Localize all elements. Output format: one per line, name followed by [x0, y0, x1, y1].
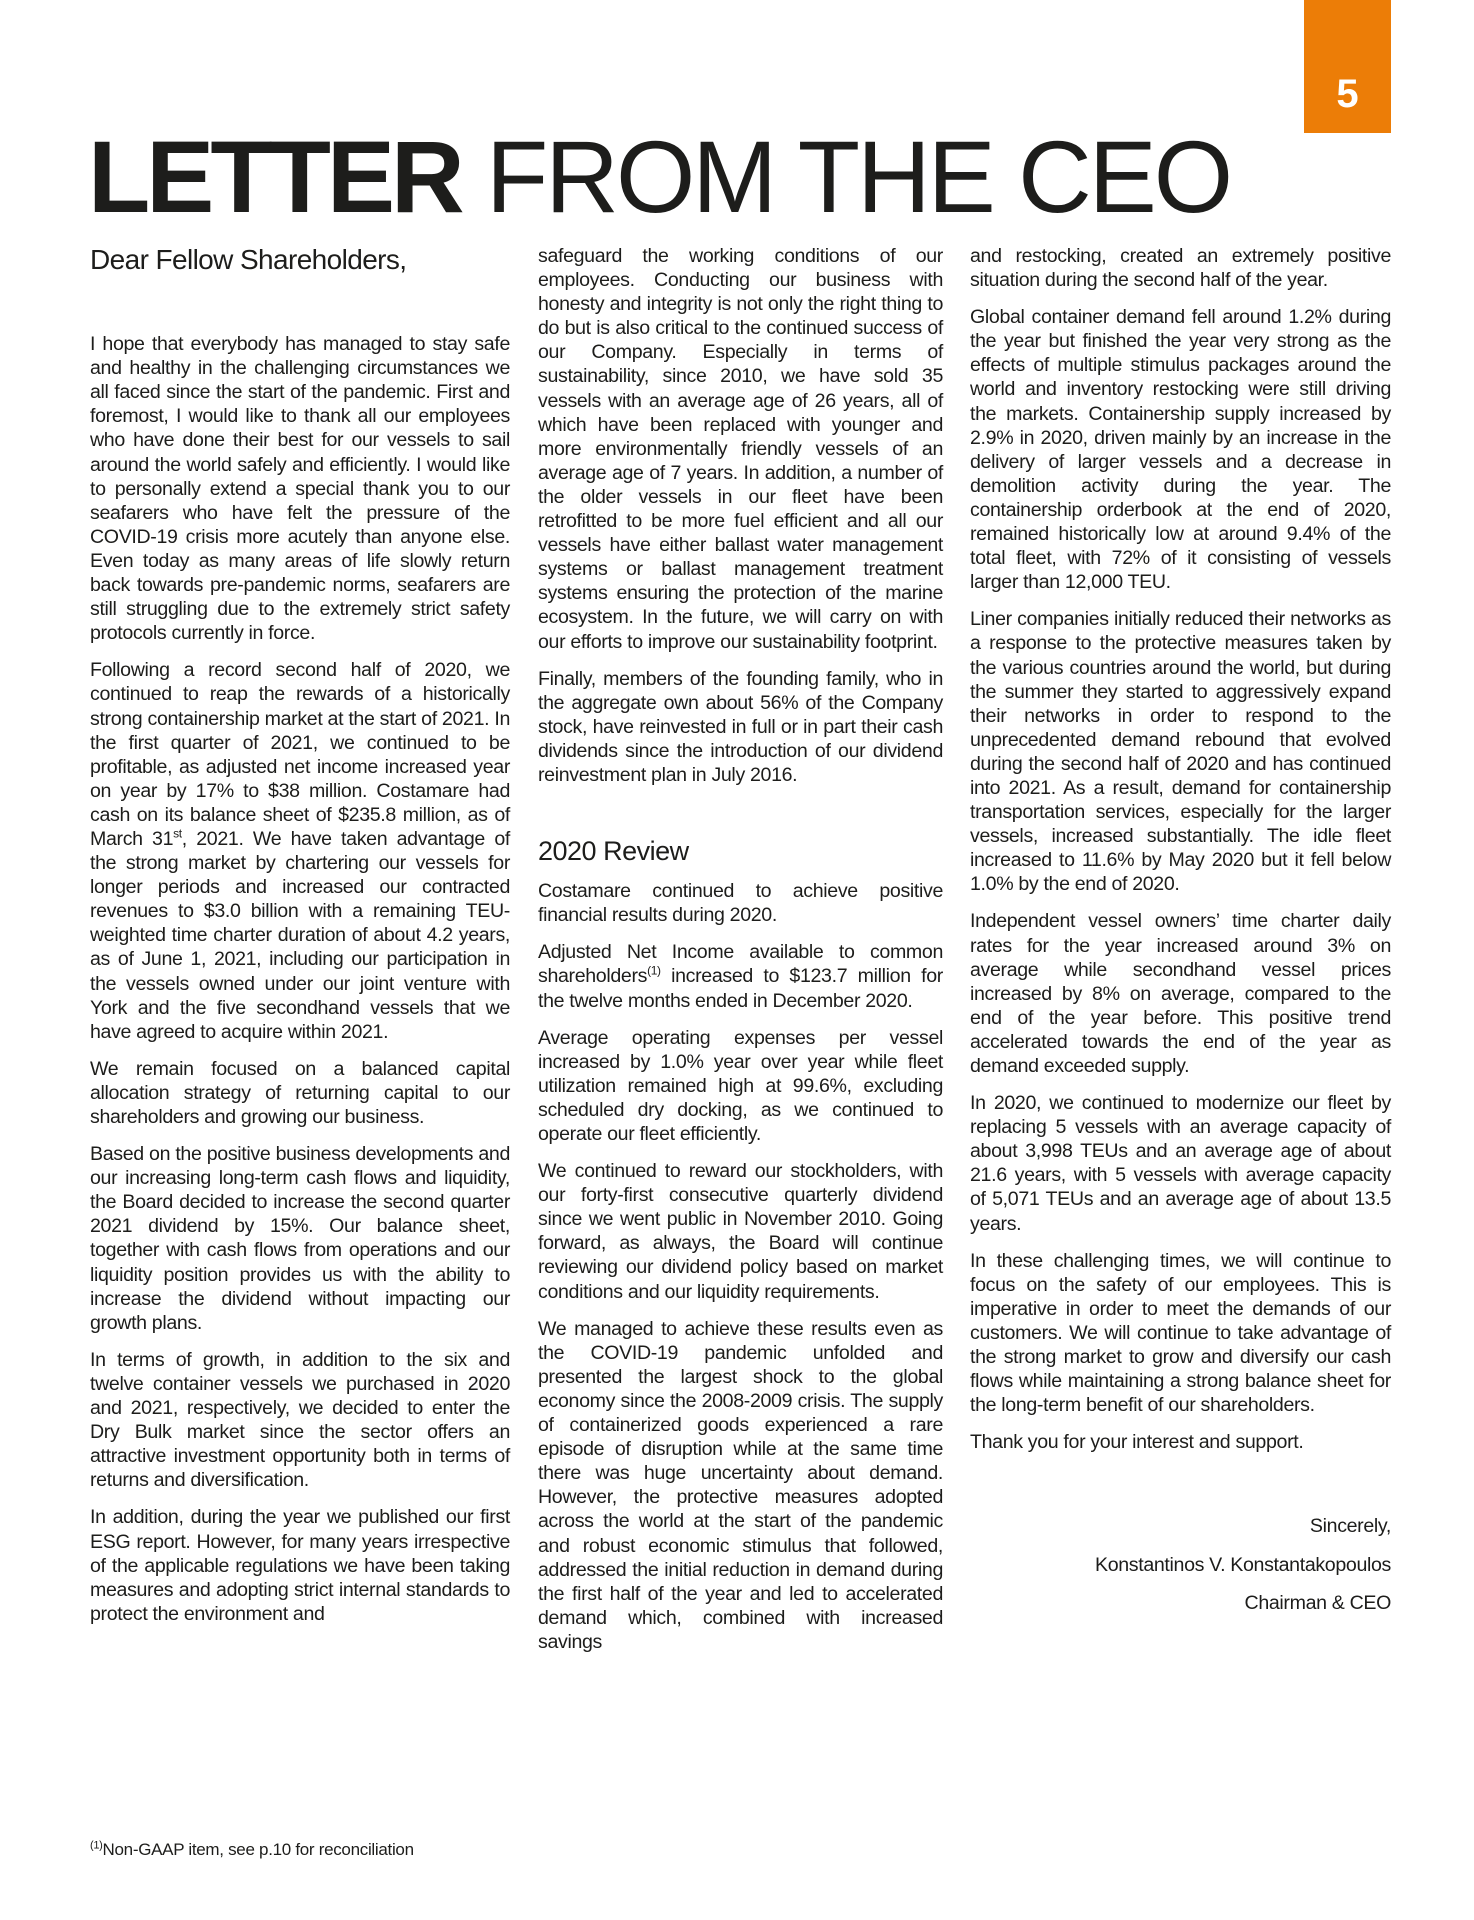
text: Liner companies initially reduced their networks as a response to the protective measures taken by the various countries around the world, but during the summer they started to aggressively expand their networks in order to respond to the unprecedented demand rebound that evolved during the second half of 2020 and has continued into 2021. As a result, demand for containership transportation services, especially for the larger vessels, increased substantially. The idle fleet increased to 11.6% by May 2020 but it fell below 1.0% by the end of 2020.	[970, 608, 1391, 896]
footnote	[90, 1840, 414, 1860]
text: In terms of growth, in addition to the six and twelve container vessels we purchased in 2020 and 2021, respectively, we decided to enter the Dry Bulk market since the sector offers an attractive investment opportunity both in terms of returns and diversification.	[90, 1348, 510, 1492]
salutation	[90, 244, 510, 275]
text: In 2020, we continued to modernize our fleet by replacing 5 vessels with an average capacity of about 3,998 TEUs and an average age of about 21.6 years, with 5 vessels with average capacity of 5,071 TEUs and an average age of about 13.5 years.	[970, 1092, 1391, 1235]
text: In these challenging times, we will continue to focus on the safety of our employees. This is imperative in order to meet the demands of our customers. We will continue to take advantage of the strong market to grow and diversify our cash flows while maintaining a strong balance sheet for the long-term benefit of our shareholders.	[970, 1249, 1391, 1417]
text: Finally, members of the founding family, who in the aggregate own about 56% of the Company stock, have reinvested in full or in part their cash dividends since the introduction of our dividend reinvestment plan in July 2016.	[538, 667, 943, 786]
text: Based on the positive business developments and our increasing long-term cash flows and liquidity, the Board decided to increase the second quarter 2021 dividend by 15%. Our balance sheet, together with cash flows from operations and our liquidity position provides us with the ability to increase the dividend without impacting our growth plans.	[90, 1143, 510, 1334]
page-title	[88, 122, 1230, 232]
column-1	[90, 244, 510, 1639]
paragraph	[90, 1142, 510, 1335]
paragraph	[90, 1057, 510, 1129]
text: In addition, during the year we published our first ESG report. However, for many years irrespective of the applicable regulations we have been taking measures and adopting strict internal standards to protect the environment and	[90, 1506, 510, 1625]
text: Konstantinos V. Konstantakopoulos	[1094, 1553, 1391, 1576]
text: and restocking, created an extremely positive situation during the second half of the year.	[970, 245, 1391, 292]
title-thin: FROM THE CEO	[486, 120, 1231, 234]
paragraph	[538, 879, 943, 927]
text: 2020 Review	[538, 836, 689, 867]
paragraph	[538, 940, 943, 1012]
text: I hope that everybody has managed to stay safe and healthy in the challenging circumstances we all faced since the start of the pandemic. First and foremost, I would like to thank all our employees who have done their best for our vessels to sail around the world safely and efficiently. I would like to personally extend a special thank you to our seafarers who have felt the pressure of the COVID-19 crisis more acutely than anyone else. Even today as many areas of life slowly return back towards pre-pandemic norms, seafarers are still struggling due to the extremely strict safety protocols currently in force.	[90, 333, 510, 645]
paragraph	[538, 1317, 943, 1654]
text: , 2021. We have taken advantage of the strong market by chartering our vessels for longer periods and increased our contracted revenues to $3.0 billion with a remaining TEU-weighted time charter duration of about 4.2 years, as of June 1, 2021, including our participation in the vessels owned under our joint venture with York and the five secondhand vessels that we have agreed to acquire within 2021.	[90, 827, 510, 1043]
paragraph	[90, 658, 510, 1044]
footnote-text: Non-GAAP item, see p.10 for reconciliation	[102, 1840, 414, 1859]
superscript: st	[173, 826, 182, 841]
text: We remain focused on a balanced capital allocation strategy of returning capital to our shareholders and growing our business.	[90, 1057, 510, 1128]
text: Costamare continued to achieve positive financial results during 2020.	[538, 880, 943, 927]
superscript: (1)	[647, 963, 661, 978]
paragraph	[90, 1505, 510, 1625]
paragraph	[970, 607, 1391, 896]
paragraph	[970, 1249, 1391, 1418]
text: We continued to reward our stockholders, with our forty-first consecutive quarterly dividend since we went public in November 2010. Going forward, as always, the Board will continue reviewing our dividend policy based on market conditions and our liquidity requirements.	[538, 1160, 943, 1303]
text: Global container demand fell around 1.2% during the year but finished the year very strong as the effects of multiple stimulus packages around the world and inventory restocking were still driving the markets. Containership supply increased by 2.9% in 2020, driven mainly by an increase in the delivery of larger vessels and a decrease in demolition activity during the year. The containership orderbook at the end of 2020, remained historically low at around 9.4% of the total fleet, with 72% of it consisting of vessels larger than 12,000 TEU.	[970, 306, 1391, 594]
signature-line	[970, 1514, 1391, 1538]
title-bold: LETTER	[88, 120, 461, 234]
text: Adjusted Net Income available to common shareholders	[538, 941, 943, 988]
text: We managed to achieve these results even as the COVID-19 pandemic unfolded and presented the largest shock to the global economy since the 2008-2009 crisis. The supply of containerized goods experienced a rare episode of disruption while at the same time there was huge uncertainty about demand. However, the protective measures adopted across the world at the start of the pandemic and robust economic stimulus that followed, addressed the initial reduction in demand during the first half of the year and led to accelerated demand which, combined with increased savings	[538, 1317, 943, 1653]
signature-line	[970, 1591, 1391, 1615]
paragraph	[90, 332, 510, 645]
text: safeguard the working conditions of our employees. Conducting our business with honesty and integrity is not only the right thing to do but is also critical to the continued success of our Company. Especially in terms of sustainability, since 2010, we have sold 35 vessels with an average age of 26 years, all of which have been replaced with younger and more environmentally friendly vessels of an average age of 7 years. In addition, a number of the older vessels in our fleet have been retrofitted to be more fuel efficient and all our vessels have either ballast water management systems or ballast management treatment systems ensuring the protection of the marine ecosystem. In the future, we will carry on with our efforts to improve our sustainability footprint.	[538, 245, 943, 653]
paragraph	[970, 305, 1391, 594]
page-number-badge	[1304, 0, 1391, 133]
paragraph	[538, 1026, 943, 1146]
paragraph	[538, 667, 943, 787]
section-heading	[538, 836, 943, 867]
footnote-mark: (1)	[90, 1839, 103, 1852]
text: Following a record second half of 2020, we continued to reap the rewards of a historically strong containership market at the start of 2021. In the first quarter of 2021, we continued to be profitable, as adjusted net income increased year on year by 17% to $38 million. Costamare had cash on its balance sheet of $235.8 million, as of March 31	[90, 659, 510, 850]
paragraph	[538, 1159, 943, 1304]
paragraph	[90, 1348, 510, 1493]
text: Independent vessel owners’ time charter daily rates for the year increased around 3% on average while secondhand vessel prices increased by 8% on average, compared to the end of the year before. This positive trend accelerated towards the end of the year as demand exceeded supply.	[970, 910, 1391, 1077]
paragraph	[538, 244, 943, 654]
text: increased to $123.7 million for the twelve months ended in December 2020.	[538, 965, 943, 1012]
text: Sincerely,	[1309, 1515, 1391, 1538]
paragraph	[970, 909, 1391, 1078]
text: Dear Fellow Shareholders,	[90, 244, 407, 275]
paragraph	[970, 1430, 1391, 1454]
column-3	[970, 244, 1391, 1629]
column-2	[538, 244, 943, 1667]
paragraph	[970, 244, 1391, 292]
paragraph	[970, 1091, 1391, 1236]
text: Thank you for your interest and support.	[970, 1431, 1304, 1454]
text: Average operating expenses per vessel increased by 1.0% year over year while fleet utilization remained high at 99.6%, excluding scheduled dry docking, as we continued to operate our fleet efficiently.	[538, 1026, 943, 1145]
text: Chairman & CEO	[1244, 1591, 1391, 1614]
page-number: 5	[1336, 72, 1359, 116]
signature-line	[970, 1553, 1391, 1577]
